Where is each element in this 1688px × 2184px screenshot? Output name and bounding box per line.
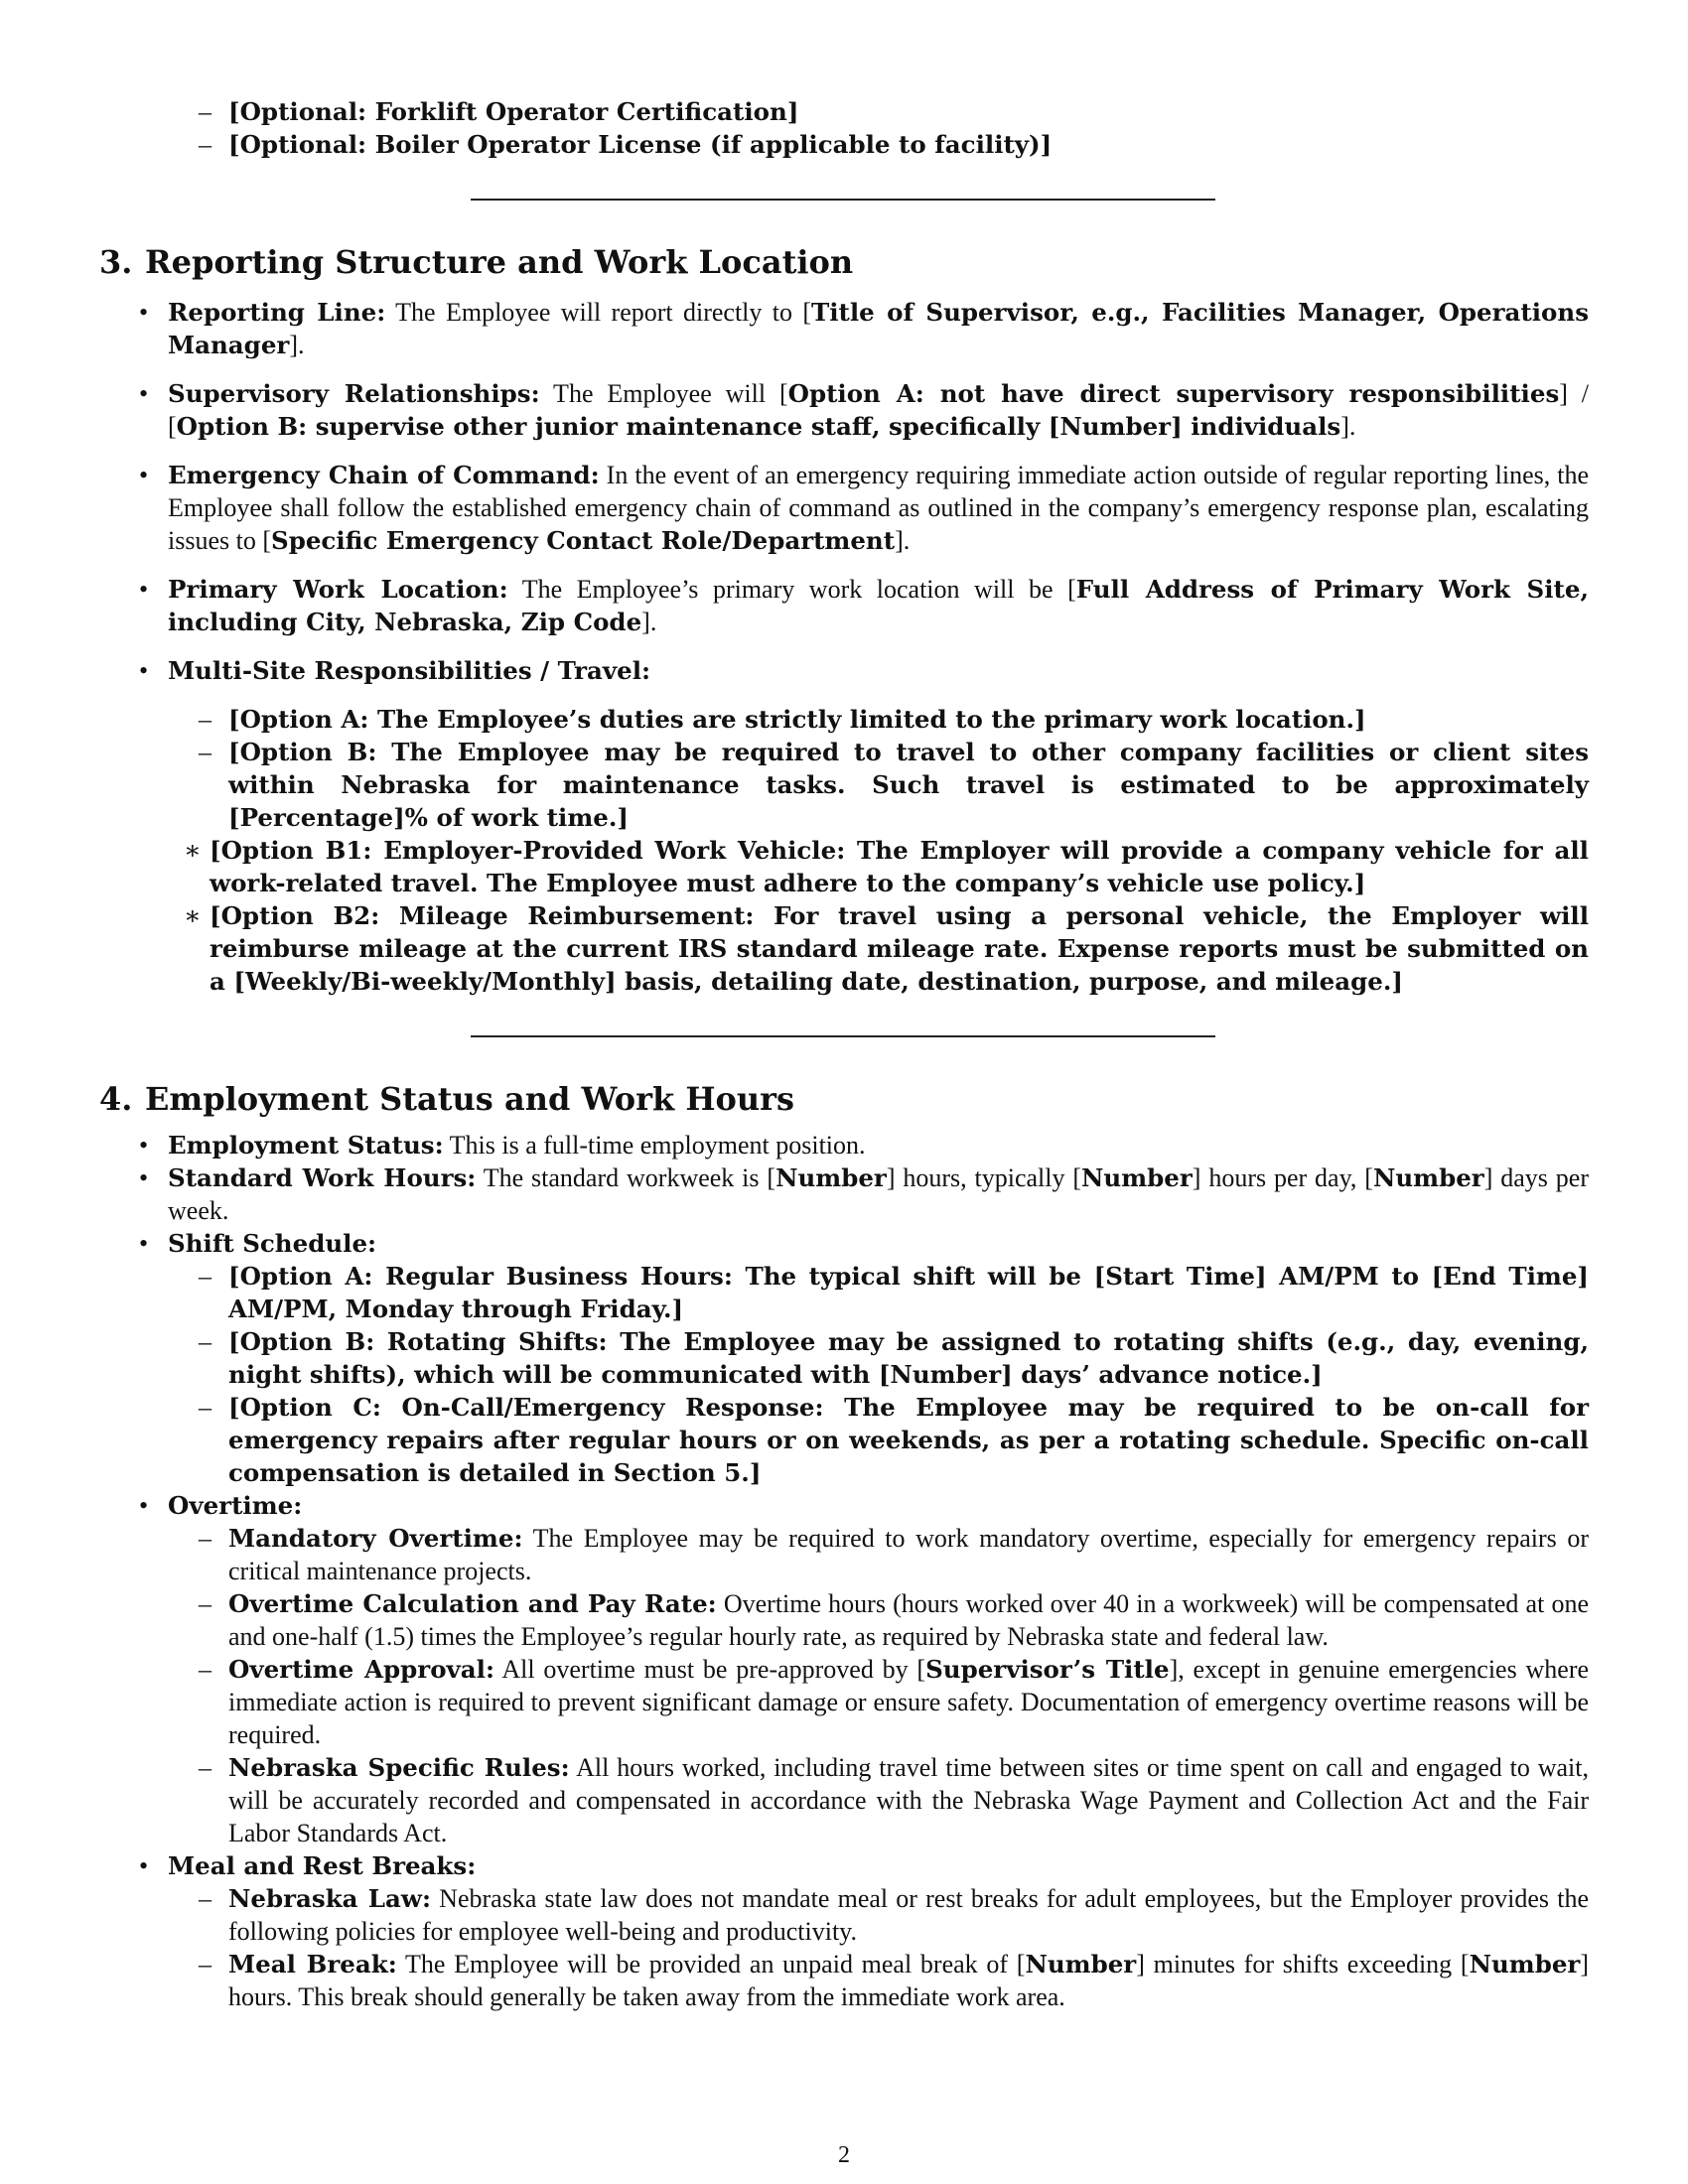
list-item: – [Option A: The Employee’s duties are strictly limited to the primary work location.] [168, 703, 1589, 736]
list-item: ∗ [Option B1: Employer-Provided Work Vehicle: The Employer will provide a company vehicle for all work-related travel. The Employee must adhere to the company’s vehicle use policy.] [99, 834, 1589, 899]
section-3-heading: 3. Reporting Structure and Work Location [99, 243, 854, 281]
multi-site-options [168, 703, 1589, 834]
list-item: – Nebraska Law: Nebraska state law does not mandate meal or rest breaks for adult employees, but the Employer provides the following policies for employee well-being and productivity. [168, 1882, 1589, 1948]
section-4-list [99, 1129, 1589, 2013]
list-item: – Nebraska Specific Rules: All hours worked, including travel time between sites or time spent on call and engaged to wait, will be accurately recorded and compensated in accordance with the Nebraska Wage Payment and Collection Act and the Fair Labor Standards Act. [168, 1751, 1589, 1849]
document-page [99, 95, 1589, 2013]
multi-site-item: • Multi-Site Responsibilities / Travel: – [Option A: The Employee’s duties are strictly limited to the primary work location.] – [Option B: The Employee may be required to travel to other company facilities or client sites within Nebraska for maintenance tasks. Such travel is estimated to be approximately [Percentage]% of work time.] ∗ [Option B1: Employer-Provided Work Vehicle: The Employer will provide a company vehicle for all work-related travel. The Employee must adhere to the company’s vehicle use policy.] ∗ [Option B2: Mileage Reimbursement: For travel using a personal vehicle, the Employer will reimburse mileage at the current IRS standard mileage rate. Expense reports must be submitted on a [Weekly/Bi-weekly/Monthly] basis, detailing date, destination, purpose, and mileage.] [99, 654, 1589, 998]
primary-location-item: • Primary Work Location: The Employee’s primary work location will be [Full Address of Primary Work Site, including City, Nebraska, Zip Code]. [99, 573, 1589, 638]
breaks-item: • Meal and Rest Breaks: – Nebraska Law: Nebraska state law does not mandate meal or rest breaks for adult employees, but the Employer provides the following policies for employee well-being and productivity. – Meal Break: The Employee will be provided an unpaid meal break of [Number] minutes for shifts exceeding [Number] hours. This break should generally be taken away from the immediate work area. [99, 1849, 1589, 2013]
list-item: – [Option A: Regular Business Hours: The typical shift will be [Start Time] AM/PM to [End Time] AM/PM, Monday through Friday.] [168, 1260, 1589, 1325]
shift-schedule-item: • Shift Schedule: – [Option A: Regular Business Hours: The typical shift will be [Start Time] AM/PM to [End Time] AM/PM, Monday through Friday.] – [Option B: Rotating Shifts: The Employee may be assigned to rotating shifts (e.g., day, evening, night shifts), which will be communicated with [Number] days’ advance notice.] – [Option C: On-Call/Emergency Response: The Employee may be required to be on-call for emergency repairs after regular hours or on weekends, as per a rotating schedule. Specific on-call compensation is detailed in Section 5.] [99, 1227, 1589, 1489]
list-item: – Mandatory Overtime: The Employee may be required to work mandatory overtime, especially for emergency repairs or critical maintenance projects. [168, 1522, 1589, 1587]
page-number: 2 [838, 2142, 850, 2168]
section-divider [471, 199, 1215, 201]
section-divider [471, 1035, 1215, 1037]
overtime-list [168, 1522, 1589, 1849]
list-item: – [Option B: The Employee may be required to travel to other company facilities or client sites within Nebraska for maintenance tasks. Such travel is estimated to be approximately [Percentage]% of work time.] [168, 736, 1589, 834]
list-item: – [Optional: Forklift Operator Certification] [99, 95, 1589, 128]
list-item: – Overtime Calculation and Pay Rate: Overtime hours (hours worked over 40 in a workweek) will be compensated at one and one-half (1.5) times the Employee’s regular hourly rate, as required by Nebraska state and federal law. [168, 1587, 1589, 1653]
certification-list [99, 95, 1589, 161]
list-item: – [Optional: Boiler Operator License (if applicable to facility)] [99, 128, 1589, 161]
breaks-list [168, 1882, 1589, 2013]
supervisory-item: • Supervisory Relationships: The Employee will [Option A: not have direct supervisory responsibilities] / [Option B: supervise other junior maintenance staff, specifically [Number] individuals]. [99, 377, 1589, 443]
employment-status-item: • Employment Status: This is a full-time employment position. [99, 1129, 1589, 1161]
list-item: – Overtime Approval: All overtime must be pre-approved by [Supervisor’s Title], except in genuine emergencies where immediate action is required to prevent significant damage or ensure safety. Documentation of emergency overtime reasons will be required. [168, 1653, 1589, 1751]
overtime-item: • Overtime: – Mandatory Overtime: The Employee may be required to work mandatory overtime, especially for emergency repairs or critical maintenance projects. – Overtime Calculation and Pay Rate: Overtime hours (hours worked over 40 in a workweek) will be compensated at one and one-half (1.5) times the Employee’s regular hourly rate, as required by Nebraska state and federal law. – Overtime Approval: All overtime must be pre-approved by [Supervisor’s Title], except in genuine emergencies where immediate action is required to prevent significant damage or ensure safety. Documentation of emergency overtime reasons will be required. – Nebraska Specific Rules: All hours worked, including travel time between sites or time spent on call and engaged to wait, will be accurately recorded and compensated in accordance with the Nebraska Wage Payment and Collection Act and the Fair Labor Standards Act. [99, 1489, 1589, 1849]
list-item: – [Option B: Rotating Shifts: The Employee may be assigned to rotating shifts (e.g., day, evening, night shifts), which will be communicated with [Number] days’ advance notice.] [168, 1325, 1589, 1391]
list-item: – [Option C: On-Call/Emergency Response: The Employee may be required to be on-call for emergency repairs after regular hours or on weekends, as per a rotating schedule. Specific on-call compensation is detailed in Section 5.] [168, 1391, 1589, 1489]
reporting-line-item: • Reporting Line: The Employee will report directly to [Title of Supervisor, e.g., Facilities Manager, Operations Manager]. [99, 296, 1589, 361]
list-item: ∗ [Option B2: Mileage Reimbursement: For travel using a personal vehicle, the Employer will reimburse mileage at the current IRS standard mileage rate. Expense reports must be submitted on a [Weekly/Bi-weekly/Monthly] basis, detailing date, destination, purpose, and mileage.] [99, 899, 1589, 998]
option-b-sub-options [99, 834, 1589, 998]
shift-options [168, 1260, 1589, 1489]
section-3-list [99, 296, 1589, 998]
section-4-heading: 4. Employment Status and Work Hours [99, 1080, 795, 1118]
emergency-chain-item: • Emergency Chain of Command: In the event of an emergency requiring immediate action outside of regular reporting lines, the Employee shall follow the established emergency chain of command as outlined in the company’s emergency response plan, escalating issues to [Specific Emergency Contact Role/Department]. [99, 459, 1589, 557]
work-hours-item: • Standard Work Hours: The standard workweek is [Number] hours, typically [Number] hours per day, [Number] days per week. [99, 1161, 1589, 1227]
list-item: – Meal Break: The Employee will be provided an unpaid meal break of [Number] minutes for shifts exceeding [Number] hours. This break should generally be taken away from the immediate work area. [168, 1948, 1589, 2013]
